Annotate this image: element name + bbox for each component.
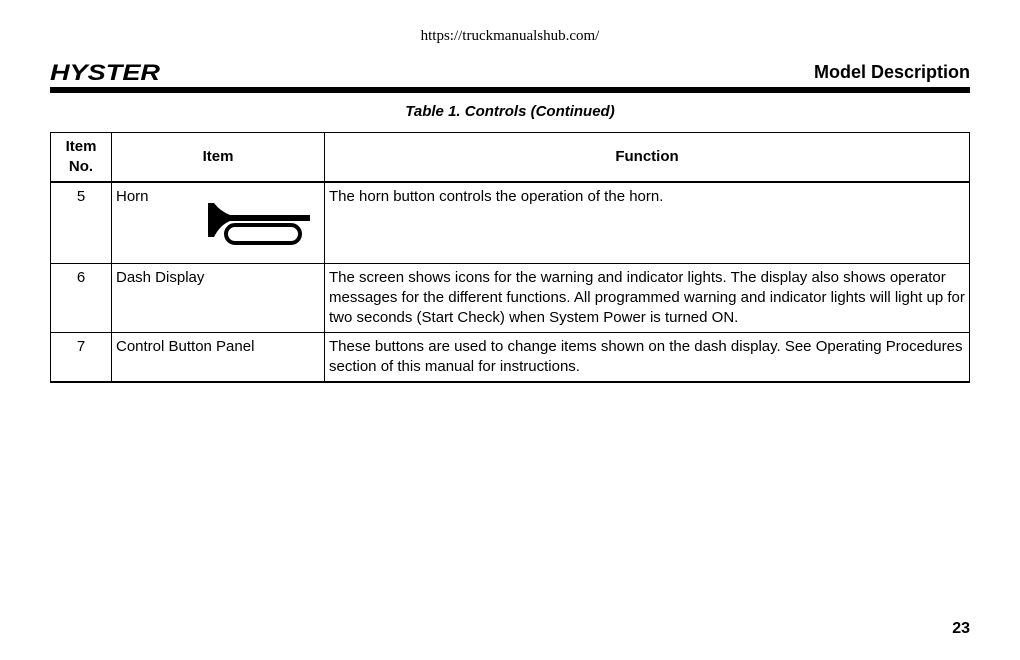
item-number: 5 [51,182,112,264]
item-function: The screen shows icons for the warning and indicator lights. The display also shows operator messages for the different functions. All programmed warning and indicator lights will light up for two seconds (Start Check) when System Power is turned ON. [325,264,970,333]
table-caption: Table 1. Controls (Continued) [405,103,615,120]
item-name: Horn [116,188,149,205]
item-name: Dash Display [112,264,325,333]
header-function: Function [325,133,970,183]
horn-icon [206,197,314,253]
table-row [51,333,970,383]
table-row [51,182,970,264]
page-number: 23 [952,620,970,637]
item-number: 7 [51,333,112,383]
item-name: Control Button Panel [112,333,325,383]
item-name-cell [112,182,325,264]
item-number: 6 [51,264,112,333]
table-header-row [51,133,970,183]
table-row [51,264,970,333]
logo-text: HYSTER [50,62,161,82]
item-function: These buttons are used to change items shown on the dash display. See Operating Procedures section of this manual for instructions. [325,333,970,383]
hyster-logo [50,62,162,82]
header-item: Item [112,133,325,183]
header-item-no: Item No. [51,133,112,183]
section-title: Model Description [813,62,970,82]
controls-table [50,132,970,383]
item-function: The horn button controls the operation of the horn. [325,182,970,264]
source-url: https://truckmanualshub.com/ [420,28,600,44]
header-rule [50,87,970,93]
